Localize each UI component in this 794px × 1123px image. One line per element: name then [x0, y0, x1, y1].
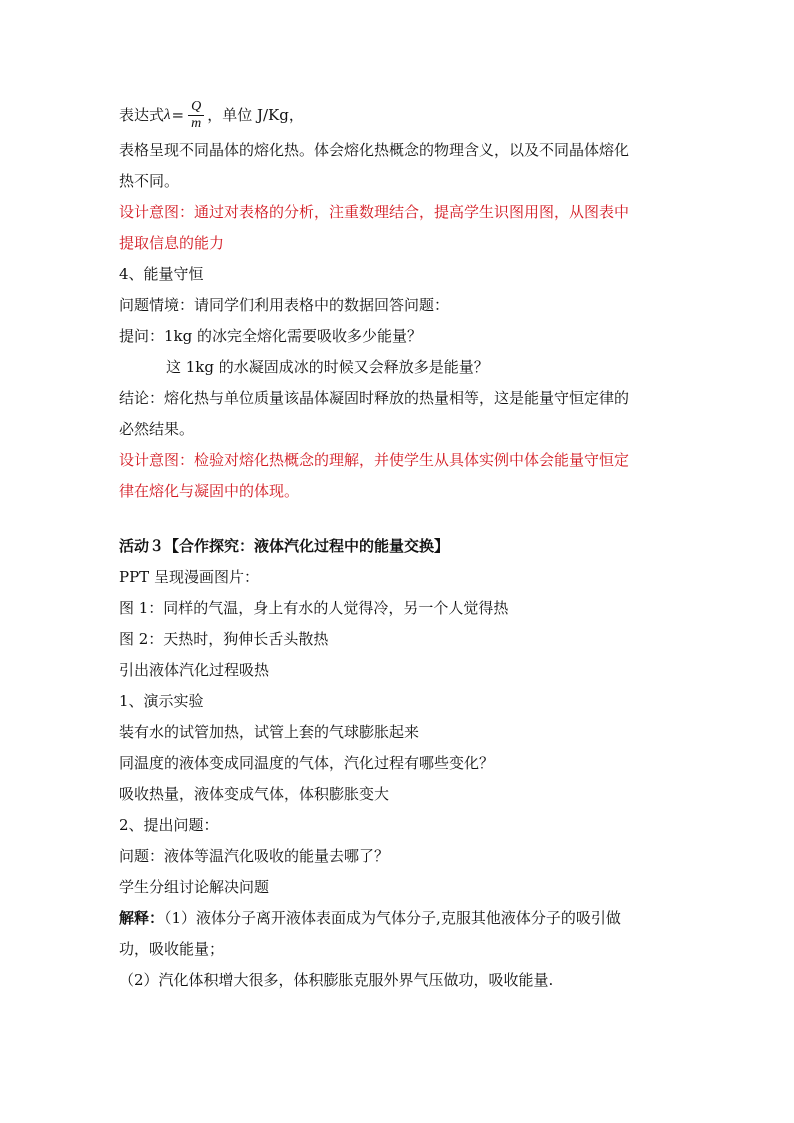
formula-lambda: λ — [164, 107, 171, 123]
formula-line — [119, 95, 679, 135]
conclusion-line2: 必然结果。 — [119, 420, 195, 438]
formula-numerator: Q — [188, 99, 204, 116]
explanation-label: 解释： — [119, 909, 165, 927]
lead-in-text: 引出液体汽化过程吸热 — [119, 661, 270, 679]
section-spacer — [119, 507, 679, 531]
formula-prefix: 表达式 — [119, 106, 165, 124]
explanation-line1 — [119, 903, 679, 934]
design-intent-2-line2: 律在熔化与凝固中的体现。 — [119, 482, 300, 500]
activity3-heading: 活动３【合作探究：液体汽化过程中的能量交换】 — [119, 537, 450, 555]
document-page — [119, 95, 679, 996]
table-text-line1: 表格呈现不同晶体的熔化热。体会熔化热概念的物理含义，以及不同晶体熔化 — [119, 141, 630, 159]
demo-question: 同温度的液体变成同温度的气体，汽化过程有哪些变化？ — [119, 754, 495, 772]
group-discussion: 学生分组讨论解决问题 — [119, 878, 270, 896]
design-intent-2-line1: 设计意图：检验对熔化热概念的理解，并使学生从具体实例中体会能量守恒定 — [119, 451, 630, 469]
table-text-line2: 热不同。 — [119, 172, 180, 190]
explanation-line2: 功，吸收能量； — [119, 940, 225, 958]
section4-heading: 4、能量守恒 — [119, 265, 204, 283]
explanation-1-text: （1）液体分子离开液体表面成为气体分子,克服其他液体分子的吸引做 — [164, 909, 621, 927]
raise-question-heading: 2、提出问题： — [119, 816, 219, 834]
demo-heading: 1、演示实验 — [119, 692, 204, 710]
design-intent-1-line2: 提取信息的能力 — [119, 234, 225, 252]
figure-1-caption: 图 1：同样的气温，身上有水的人觉得冷，另一个人觉得热 — [119, 599, 509, 617]
explanation-2: （2）汽化体积增大很多，体积膨胀克服外界气压做功，吸收能量. — [119, 971, 554, 989]
conclusion-line1: 结论：熔化热与单位质量该晶体凝固时释放的热量相等，这是能量守恒定律的 — [119, 389, 630, 407]
formula-suffix: ，单位 J/Kg， — [207, 106, 304, 124]
figure-2-caption: 图 2：天热时，狗伸长舌头散热 — [119, 630, 329, 648]
demo-answer: 吸收热量，液体变成气体，体积膨胀变大 — [119, 785, 390, 803]
raise-question-text: 问题：液体等温汽化吸收的能量去哪了？ — [119, 847, 390, 865]
demo-description: 装有水的试管加热，试管上套的气球膨胀起来 — [119, 723, 420, 741]
question-2: 这 1kg 的水凝固成冰的时候又会释放多是能量？ — [166, 358, 489, 376]
design-intent-1-line1: 设计意图：通过对表格的分析，注重数理结合，提高学生识图用图，从图表中 — [119, 203, 630, 221]
formula-denominator: m — [191, 115, 202, 131]
ppt-intro: PPT 呈现漫画图片： — [119, 568, 259, 586]
formula-equals: = — [171, 106, 185, 124]
question-1: 提问：1kg 的冰完全熔化需要吸收多少能量？ — [119, 327, 423, 345]
formula-fraction — [188, 99, 204, 132]
question-context: 问题情境：请同学们利用表格中的数据回答问题： — [119, 296, 450, 314]
